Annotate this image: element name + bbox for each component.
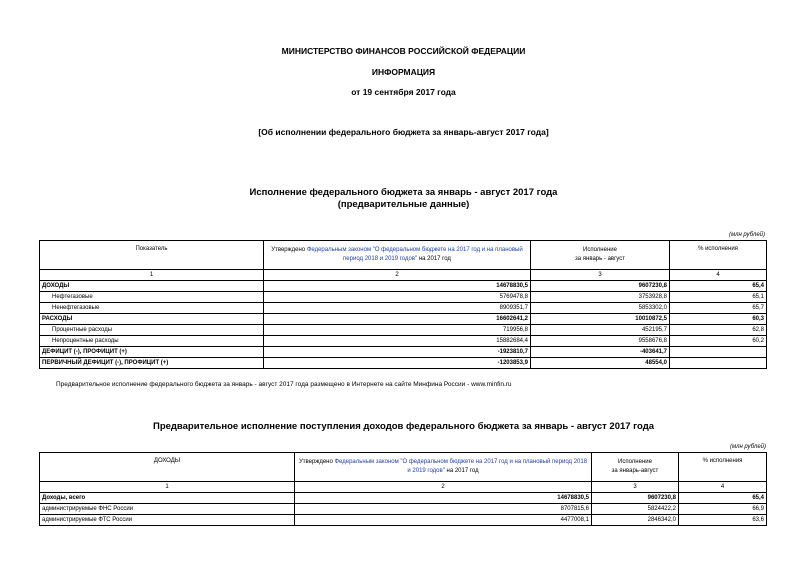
col-number-row: 1 2 3 4 xyxy=(40,270,767,281)
col-execution-header: Исполнение за январь - август xyxy=(531,241,670,270)
col-execution-header: Исполнение за январь-август xyxy=(592,453,679,482)
table-row: Ненефтегазовые 8909351,7 5853302,0 65,7 xyxy=(40,303,767,314)
info-title: ИНФОРМАЦИЯ xyxy=(371,67,436,77)
section1-subtitle: (предварительные данные) xyxy=(337,199,470,210)
col-approved-header: Утверждено Федеральным законом "О федеральном бюджете на 2017 год и на плановый период 2018 и 2019 годов" на 2017 год xyxy=(264,241,531,270)
section1-units: (млн рублей) xyxy=(728,232,765,238)
section2-units: (млн рублей) xyxy=(729,444,766,450)
info-date: от 19 сентября 2017 года xyxy=(351,87,456,97)
col-percent-header: % исполнения xyxy=(679,453,767,482)
col-approved-header: Утверждено Федеральным законом "О федеральном бюджете на 2017 год и на плановый период 2018 и 2019 годов" на 2017 год xyxy=(295,453,592,482)
publication-note: Предварительное исполнение федерального бюджета за январь - август 2017 года размещено в Интернете на сайте Минфина России - www.minfin.ru xyxy=(56,381,512,388)
subject-title: [Об исполнении федерального бюджета за январь-август 2017 года] xyxy=(258,127,549,137)
federal-law-link[interactable]: Федеральным законом "О федеральном бюджете на 2017 год и на плановый период 2018 и 2019 годов" xyxy=(334,459,588,474)
table-row: администрируемые ФНС России 8707815,6 5824422,2 66,9 xyxy=(40,504,767,515)
table-row: Доходы, всего 14678830,5 9607230,8 65,4 xyxy=(40,493,767,504)
col-number-row: 1 2 3 4 xyxy=(40,482,767,493)
table-row: ДОХОДЫ 14678830,5 9607230,8 65,4 xyxy=(40,281,767,292)
table-row: Непроцентные расходы 15882684,4 9558676,8 60,2 xyxy=(40,336,767,347)
ministry-title: МИНИСТЕРСТВО ФИНАНСОВ РОССИЙСКОЙ ФЕДЕРАЦИИ xyxy=(281,46,526,56)
budget-execution-table xyxy=(39,240,767,369)
table-row: РАСХОДЫ 16602641,2 10010872,5 60,3 xyxy=(40,314,767,325)
table-header-row xyxy=(40,241,767,270)
table-row: ПЕРВИЧНЫЙ ДЕФИЦИТ (-), ПРОФИЦИТ (+) -1203853,9 48554,0 xyxy=(40,358,767,369)
section1-title: Исполнение федерального бюджета за январь - август 2017 года xyxy=(249,187,558,198)
section2-title: Предварительное исполнение поступления доходов федерального бюджета за январь - август 2017 года xyxy=(152,421,655,432)
col-percent-header: % исполнения xyxy=(670,241,767,270)
revenue-table xyxy=(39,452,767,526)
table-row: ДЕФИЦИТ (-), ПРОФИЦИТ (+) -1923810,7 -403641,7 xyxy=(40,347,767,358)
federal-law-link[interactable]: Федеральным законом "О федеральном бюджете на 2017 год и на плановый период 2018 и 2019 годов" xyxy=(306,247,523,262)
table-header-row xyxy=(40,453,767,482)
table-row: администрируемые ФТС России 4477008,1 2846342,0 63,6 xyxy=(40,515,767,526)
table-row: Нефтегазовые 5769478,8 3753928,8 65,1 xyxy=(40,292,767,303)
col-indicator-header: Показатель xyxy=(40,241,264,270)
col-revenue-header: ДОХОДЫ xyxy=(40,453,295,482)
table-row: Процентные расходы 719956,8 452195,7 62,8 xyxy=(40,325,767,336)
